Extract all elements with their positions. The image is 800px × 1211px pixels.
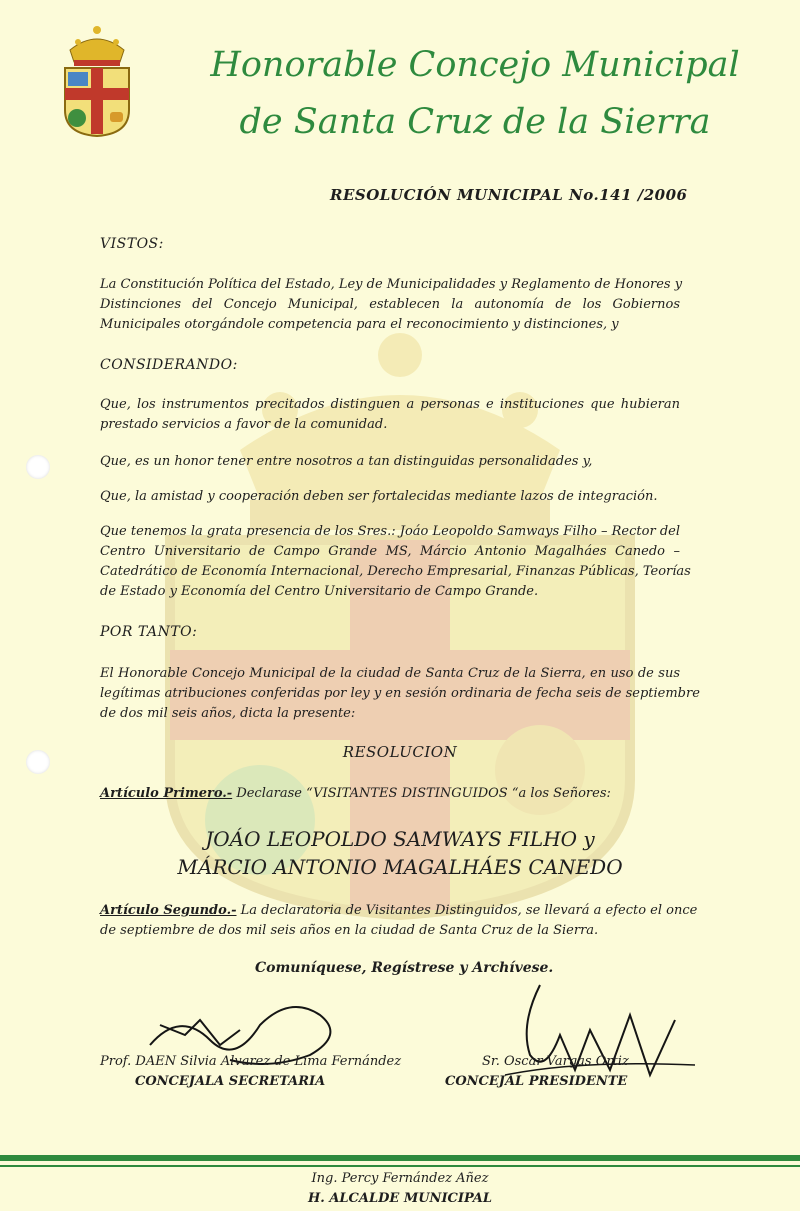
footer-stripe-top — [0, 1155, 800, 1161]
footer-mayor-name: Ing. Percy Fernández Añez — [311, 1171, 489, 1186]
resolution-number-title: RESOLUCIÓN MUNICIPAL No.141 /2006 — [330, 186, 688, 204]
coat-of-arms-logo — [62, 20, 132, 138]
articulo-primero-text: Declarase “VISITANTES DISTINGUIDOS “a los Señores: — [232, 786, 611, 801]
vistos-line: Distinciones del Concejo Municipal, establecen la autonomía de los Gobiernos — [100, 297, 680, 312]
vistos-line: Municipales otorgándole competencia para el reconocimiento y distinciones, y — [100, 317, 619, 332]
right-signatory-name: Sr. Oscar Vargas Ortiz — [482, 1054, 629, 1069]
articulo-primero — [100, 785, 611, 802]
left-signatory-name: Prof. DAEN Silvia Alvarez de Lima Fernández — [100, 1054, 402, 1069]
honoree-name-2: MÁRCIO ANTONIO MAGALHÁES CANEDO — [177, 855, 623, 879]
considerando-paragraph-4: Catedrático de Economía Internacional, Derecho Empresarial, Finanzas Públicas, Teorías — [100, 564, 691, 579]
articulo-segundo-label: Artículo Segundo.- — [100, 903, 237, 918]
right-signatory-title: CONCEJAL PRESIDENTE — [445, 1074, 628, 1089]
considerando-paragraph-1: prestado servicios a favor de la comunidad. — [100, 417, 388, 432]
closing-formula: Comuníquese, Regístrese y Archívese. — [255, 960, 554, 976]
por-tanto-line: de dos mil seis años, dicta la presente: — [100, 706, 356, 721]
footer-mayor-title: H. ALCALDE MUNICIPAL — [307, 1191, 493, 1206]
left-signatory-title: CONCEJALA SECRETARIA — [135, 1074, 326, 1089]
por-tanto-heading: POR TANTO: — [100, 624, 198, 640]
vistos-heading: VISTOS: — [100, 236, 164, 252]
por-tanto-line: El Honorable Concejo Municipal de la ciudad de Santa Cruz de la Sierra, en uso de sus — [100, 666, 680, 681]
resolucion-heading: RESOLUCION — [342, 743, 458, 761]
punch-hole — [26, 455, 50, 479]
vistos-line: La Constitución Política del Estado, Ley de Municipalidades y Reglamento de Honores y — [100, 277, 683, 292]
header-title-line2: de Santa Cruz de la Sierra — [239, 102, 711, 142]
crest-crown — [70, 26, 124, 66]
header-title-line1: Honorable Concejo Municipal — [210, 45, 740, 85]
considerando-paragraph-4: Que tenemos la grata presencia de los Sres.: Joáo Leopoldo Samways Filho – Rector del — [100, 524, 680, 539]
considerando-paragraph-4: de Estado y Economía del Centro Universitario de Campo Grande. — [100, 584, 539, 599]
considerando-paragraph-2: Que, es un honor tener entre nosotros a tan distinguidas personalidades y, — [100, 454, 593, 469]
considerando-paragraph-3: Que, la amistad y cooperación deben ser fortalecidas mediante lazos de integración. — [100, 489, 658, 504]
articulo-segundo-line1 — [100, 902, 697, 919]
honoree-name-1: JOÁO LEOPOLDO SAMWAYS FILHO y — [205, 827, 595, 851]
considerando-heading: CONSIDERANDO: — [100, 357, 238, 373]
considerando-paragraph-1: Que, los instrumentos precitados distinguen a personas e instituciones que hubieran — [100, 397, 680, 412]
considerando-paragraph-4: Centro Universitario de Campo Grande MS, Márcio Antonio Magalháes Canedo – — [100, 544, 680, 559]
articulo-primero-label: Artículo Primero.- — [100, 786, 233, 801]
articulo-segundo-line2: de septiembre de dos mil seis años en la ciudad de Santa Cruz de la Sierra. — [100, 923, 599, 938]
footer-stripe-bottom — [0, 1165, 800, 1167]
articulo-segundo-text: La declaratoria de Visitantes Distinguidos, se llevará a efecto el once — [236, 903, 698, 918]
por-tanto-line: legítimas atribuciones conferidas por ley y en sesión ordinaria de fecha seis de septiembre — [100, 686, 700, 701]
